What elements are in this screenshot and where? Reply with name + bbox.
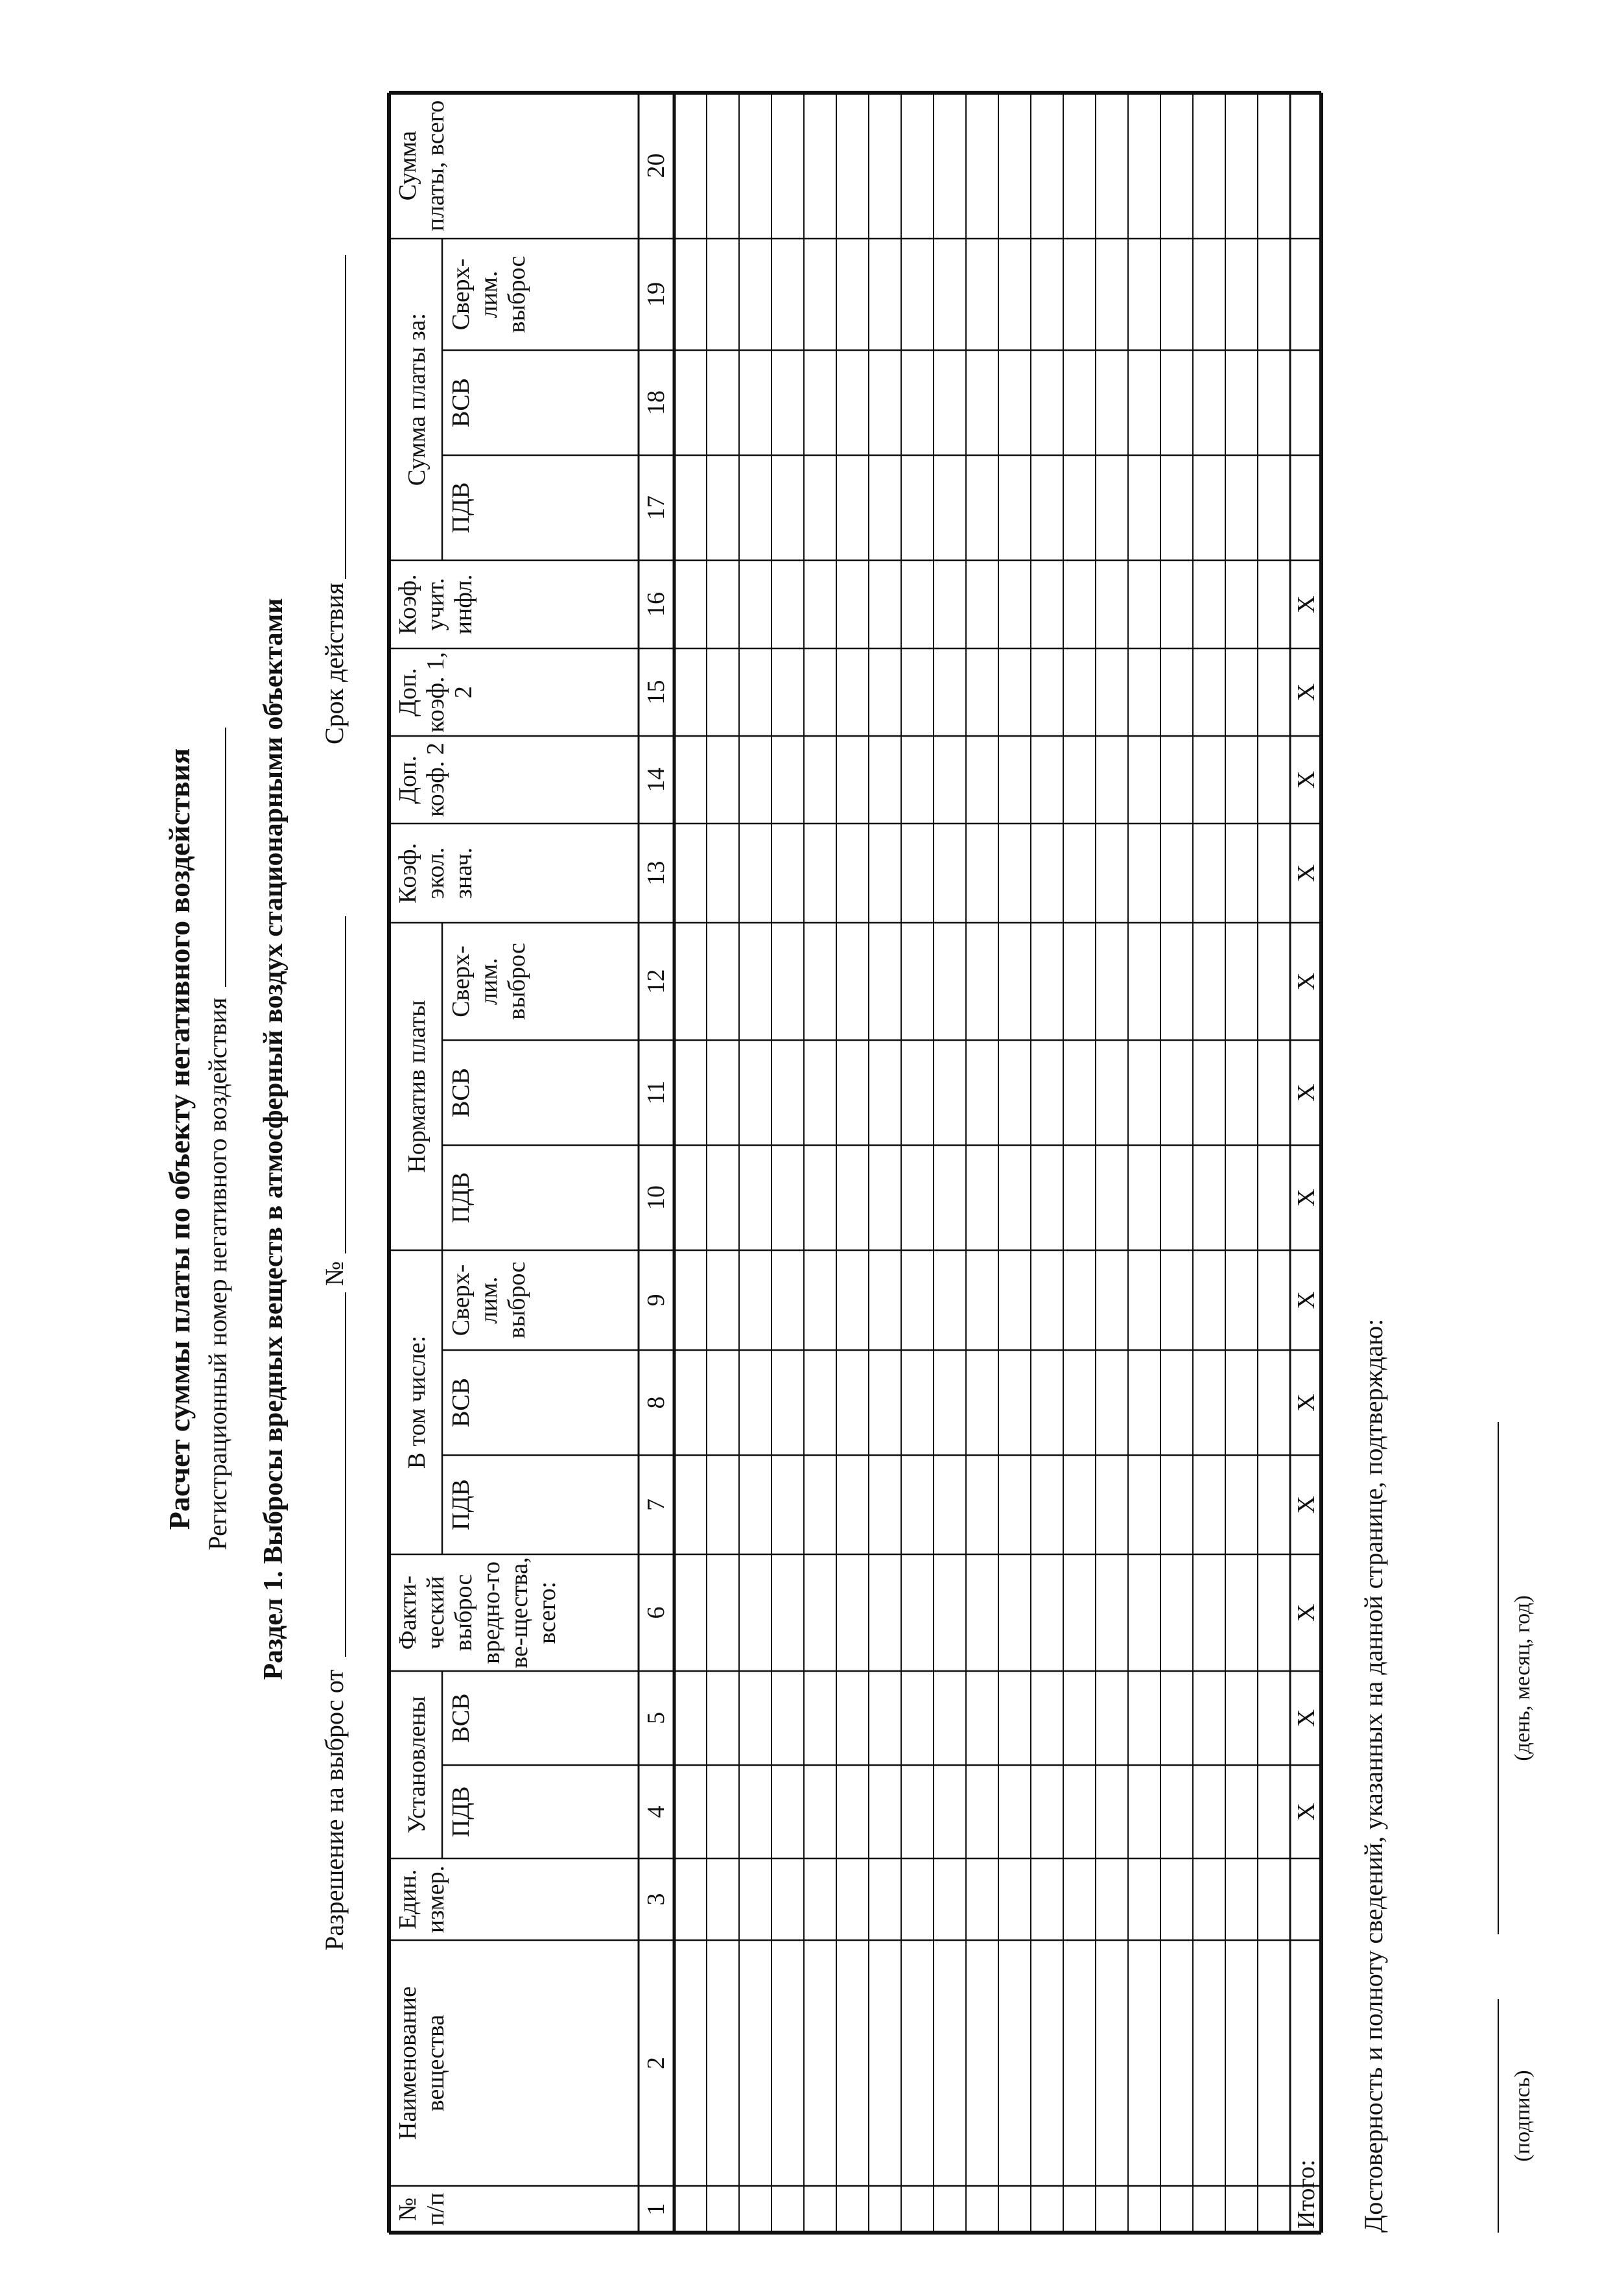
header-sub-vsb: ВСВ (447, 1693, 475, 1743)
header-unit: Един. измер. (394, 1865, 449, 1934)
column-number: 11 (642, 1080, 670, 1105)
header-sub-vsb: ВСВ (447, 1067, 475, 1118)
permit-validity-label: Срок действия (320, 582, 349, 744)
header-group-sum_for: Сумма платы за: (403, 313, 430, 486)
header-infl: Коэф. учит. инфл. (394, 574, 477, 635)
date-label: (день, месяц, год) (1511, 1595, 1535, 1761)
total-x-mark: X (1293, 1803, 1320, 1821)
header-sub-over: Сверх-лим. выброс (447, 943, 530, 1020)
header-sub-over: Сверх-лим. выброс (447, 255, 530, 333)
header-add2: Доп. коэф. 2 (394, 742, 449, 817)
column-number: 8 (642, 1396, 670, 1409)
column-number: 17 (642, 495, 670, 520)
header-eco: Коэф. экол. знач. (394, 842, 477, 904)
total-x-mark: X (1293, 864, 1320, 883)
total-label: Итого: (1293, 2159, 1320, 2229)
permit-label: Разрешение на выброс от (320, 1669, 349, 1951)
registration-label: Регистрационный номер негативного воздействия (203, 997, 232, 1550)
column-number: 14 (642, 767, 670, 792)
column-number: 10 (642, 1185, 670, 1210)
header-group-established: Установлены (403, 1696, 430, 1834)
column-number: 19 (642, 282, 670, 307)
column-number: 6 (642, 1606, 670, 1619)
document-title: Расчет суммы платы по объекту негативного воздействия (163, 748, 196, 1530)
date-field[interactable] (1498, 1422, 1499, 1934)
column-number: 3 (642, 1893, 670, 1906)
total-x-mark: X (1293, 683, 1320, 702)
column-number: 20 (642, 153, 670, 178)
column-number: 15 (642, 680, 670, 705)
header-no: № п/п (394, 2192, 449, 2226)
header-sub-vsb: ВСВ (447, 377, 475, 428)
header-sub-pdv: ПДВ (447, 482, 475, 534)
header-name: Наименование вещества (394, 1986, 449, 2140)
column-number: 7 (642, 1499, 670, 1511)
total-x-mark: X (1293, 1394, 1320, 1412)
section-title: Раздел 1. Выбросы вредных веществ в атмосферный воздух стационарными объектами (259, 598, 288, 1680)
total-x-mark: X (1293, 1084, 1320, 1102)
column-number: 2 (642, 2057, 670, 2069)
header-actual: Факти-ческий выброс вредно-го ве-щества, всего: (394, 1557, 561, 1668)
header-add12: Доп. коэф. 1, 2 (394, 652, 477, 733)
permit-number-label: № (320, 1261, 349, 1286)
total-x-mark: X (1293, 1604, 1320, 1622)
total-x-mark: X (1293, 1709, 1320, 1727)
header-sub-vsb: ВСВ (447, 1377, 475, 1428)
total-x-mark: X (1293, 1495, 1320, 1514)
header-sub-pdv: ПДВ (447, 1172, 475, 1224)
total-x-mark: X (1293, 1189, 1320, 1207)
header-sub-over: Сверх-лим. выброс (447, 1261, 530, 1339)
column-number: 16 (642, 592, 670, 617)
total-x-mark: X (1293, 770, 1320, 789)
column-number: 5 (642, 1712, 670, 1724)
total-x-mark: X (1293, 595, 1320, 613)
header-sub-pdv: ПДВ (447, 1786, 475, 1838)
header-sub-pdv: ПДВ (447, 1479, 475, 1530)
total-x-mark: X (1293, 1291, 1320, 1309)
header-group-including: В том числе: (403, 1335, 430, 1469)
column-number: 13 (642, 860, 670, 886)
signature-label: (подпись) (1511, 2070, 1535, 2162)
column-number: 12 (642, 969, 670, 994)
certification-text: Достоверность и полноту сведений, указанных на данной странице, подтверждаю: (1359, 1318, 1388, 2233)
column-number: 1 (642, 2203, 670, 2216)
signature-field[interactable] (1498, 1999, 1499, 2233)
column-number: 18 (642, 390, 670, 415)
header-group-norm: Норматив платы (403, 1000, 430, 1173)
column-number: 9 (642, 1294, 670, 1307)
column-number: 4 (642, 1805, 670, 1818)
total-x-mark: X (1293, 972, 1320, 991)
header-total-sum: Сумма платы, всего (394, 100, 449, 231)
